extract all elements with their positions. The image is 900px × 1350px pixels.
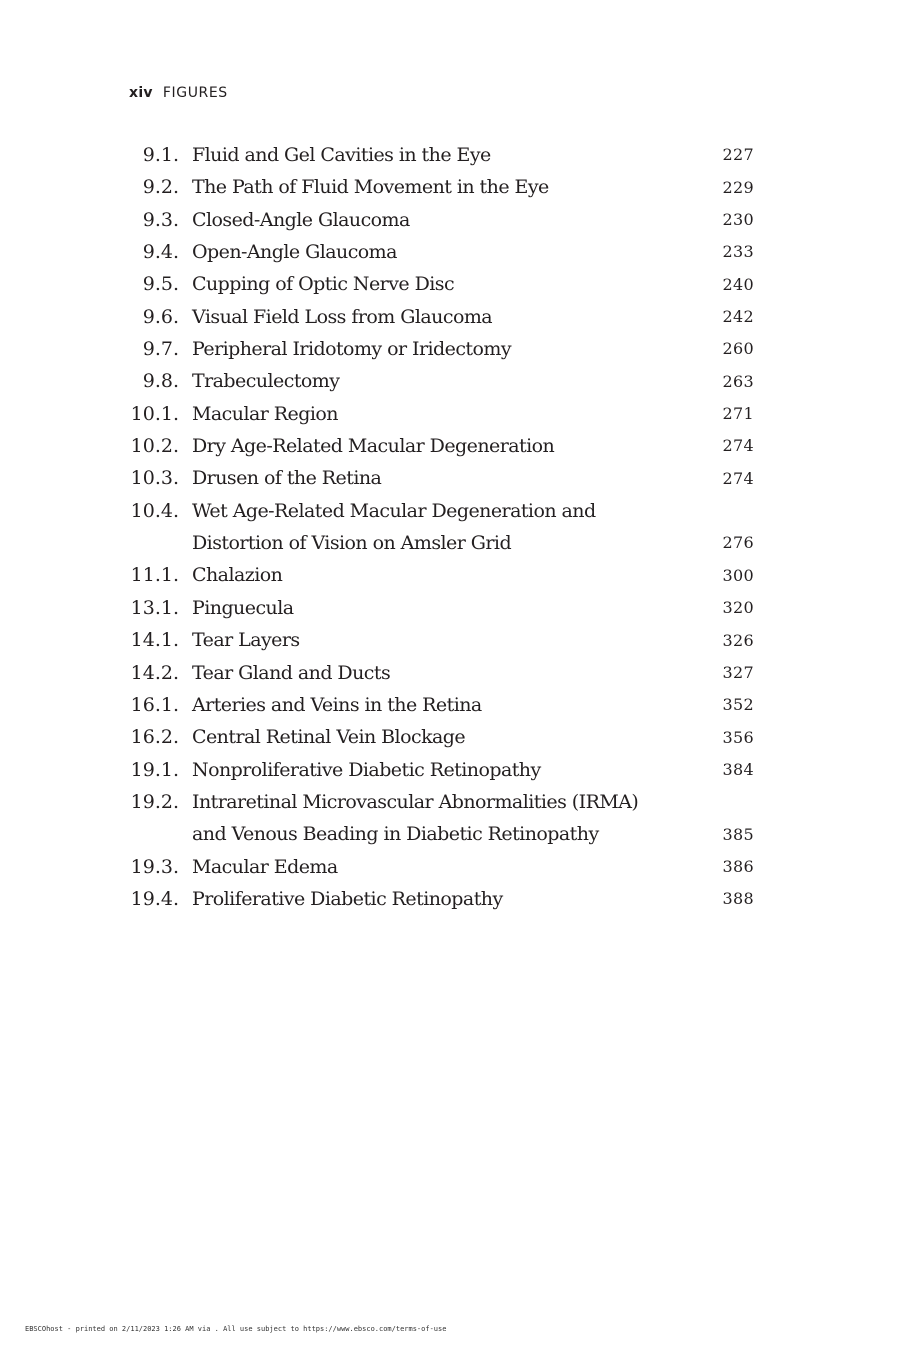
figure-title-line: Drusen of the Retina bbox=[192, 467, 382, 490]
figure-number: 10.4. bbox=[130, 499, 179, 522]
figure-title-line: and Venous Beading in Diabetic Retinopathy bbox=[192, 823, 599, 846]
figure-title-line: Intraretinal Microvascular Abnormalities (IRMA) bbox=[192, 790, 639, 813]
figure-title-line: Distortion of Vision on Amsler Grid bbox=[192, 532, 512, 555]
figure-entry bbox=[0, 883, 900, 915]
figure-title-line: Closed-Angle Glaucoma bbox=[192, 208, 410, 231]
figure-number: 16.1. bbox=[130, 693, 179, 716]
figure-page-number: 263 bbox=[722, 371, 754, 391]
figure-entry bbox=[0, 721, 900, 753]
figure-entry bbox=[0, 624, 900, 656]
figure-entry bbox=[0, 268, 900, 300]
figure-title-line: Cupping of Optic Nerve Disc bbox=[192, 273, 455, 296]
figure-list bbox=[0, 139, 900, 915]
figure-title-line: Visual Field Loss from Glaucoma bbox=[192, 305, 493, 328]
figure-title bbox=[192, 398, 682, 430]
figure-title bbox=[192, 462, 682, 494]
figure-title bbox=[192, 786, 682, 851]
figure-entry bbox=[0, 592, 900, 624]
figure-title-line: Wet Age-Related Macular Degeneration and bbox=[192, 499, 596, 522]
figure-entry bbox=[0, 559, 900, 591]
figure-title-line: Nonproliferative Diabetic Retinopathy bbox=[192, 758, 541, 781]
figure-page-number: 274 bbox=[722, 436, 754, 456]
figure-number: 14.2. bbox=[130, 661, 179, 684]
running-head bbox=[129, 84, 228, 102]
figure-number: 9.1. bbox=[142, 144, 179, 166]
figure-number: 19.4. bbox=[130, 887, 179, 910]
figure-number: 19.3. bbox=[130, 855, 179, 878]
figure-entry bbox=[0, 398, 900, 430]
figure-page-number: 352 bbox=[722, 695, 754, 715]
figure-entry bbox=[0, 786, 900, 851]
figure-title bbox=[192, 657, 682, 689]
figure-number: 9.5. bbox=[142, 273, 179, 296]
figure-title bbox=[192, 559, 682, 591]
figure-title-line: Pinguecula bbox=[192, 596, 294, 619]
figure-entry bbox=[0, 495, 900, 560]
figure-title-line: Open-Angle Glaucoma bbox=[192, 241, 397, 264]
figure-page-number: 242 bbox=[722, 307, 754, 327]
figure-number: 13.1. bbox=[130, 596, 179, 619]
figure-number: 14.1. bbox=[130, 629, 179, 652]
figure-title bbox=[192, 139, 682, 171]
figure-title bbox=[192, 851, 682, 883]
figure-page-number: 271 bbox=[722, 404, 754, 424]
figure-entry bbox=[0, 657, 900, 689]
figure-page-number: 384 bbox=[722, 759, 754, 779]
figure-title-line: Central Retinal Vein Blockage bbox=[192, 726, 466, 749]
figure-title bbox=[192, 754, 682, 786]
figure-title-line: Peripheral Iridotomy or Iridectomy bbox=[192, 338, 512, 361]
figure-title-line: Tear Layers bbox=[192, 629, 300, 652]
figure-title-line: Macular Edema bbox=[192, 855, 338, 878]
figure-page-number: 229 bbox=[722, 177, 754, 197]
figure-entry bbox=[0, 365, 900, 397]
section-title: FIGURES bbox=[162, 85, 228, 101]
figure-page-number: 227 bbox=[722, 145, 754, 165]
figure-title bbox=[192, 204, 682, 236]
figure-title-line: Dry Age-Related Macular Degeneration bbox=[192, 435, 555, 458]
figure-page-number: 240 bbox=[722, 274, 754, 294]
figure-number: 19.1. bbox=[130, 758, 179, 781]
figure-page-number: 326 bbox=[722, 630, 754, 650]
figure-page-number: 386 bbox=[722, 856, 754, 876]
figure-entry bbox=[0, 851, 900, 883]
figure-page-number: 385 bbox=[722, 824, 754, 844]
figure-title bbox=[192, 268, 682, 300]
page-number: xiv bbox=[129, 85, 153, 101]
figure-number: 11.1. bbox=[130, 564, 179, 587]
figure-title bbox=[192, 495, 682, 560]
figure-entry bbox=[0, 301, 900, 333]
figure-title-line: Macular Region bbox=[192, 402, 338, 425]
figure-number: 16.2. bbox=[130, 726, 179, 749]
figure-title bbox=[192, 171, 682, 203]
figure-number: 9.2. bbox=[142, 176, 179, 199]
figure-page-number: 300 bbox=[722, 565, 754, 585]
figure-number: 10.2. bbox=[130, 435, 179, 458]
figure-title-line: Fluid and Gel Cavities in the Eye bbox=[192, 144, 491, 166]
figure-title-line: Proliferative Diabetic Retinopathy bbox=[192, 887, 503, 910]
figure-title-line: Chalazion bbox=[192, 564, 283, 587]
figure-page-number: 230 bbox=[722, 210, 754, 230]
figure-title bbox=[192, 236, 682, 268]
print-footer: EBSCOhost - printed on 2/11/2023 1:26 AM via . All use subject to https://www.ebsco.com/terms-of-use bbox=[25, 1325, 447, 1333]
figure-title-line: Arteries and Veins in the Retina bbox=[192, 693, 482, 716]
figure-number: 10.3. bbox=[130, 467, 179, 490]
figure-page-number: 274 bbox=[722, 468, 754, 488]
figure-entry bbox=[0, 139, 900, 171]
figure-title-line: The Path of Fluid Movement in the Eye bbox=[192, 176, 549, 199]
figure-title bbox=[192, 365, 682, 397]
figure-entry bbox=[0, 430, 900, 462]
figure-title bbox=[192, 430, 682, 462]
figure-number: 9.4. bbox=[142, 241, 179, 264]
figure-page-number: 320 bbox=[722, 598, 754, 618]
figure-title bbox=[192, 592, 682, 624]
figure-entry bbox=[0, 171, 900, 203]
figure-entry bbox=[0, 689, 900, 721]
figure-page-number: 260 bbox=[722, 339, 754, 359]
figure-number: 9.8. bbox=[142, 370, 179, 393]
figure-entry bbox=[0, 333, 900, 365]
figure-title bbox=[192, 721, 682, 753]
figure-number: 9.6. bbox=[142, 305, 179, 328]
figure-title bbox=[192, 883, 682, 915]
figure-number: 9.3. bbox=[142, 208, 179, 231]
figure-title-line: Trabeculectomy bbox=[192, 370, 340, 393]
figure-title bbox=[192, 689, 682, 721]
figure-entry bbox=[0, 204, 900, 236]
figure-title bbox=[192, 333, 682, 365]
figure-title bbox=[192, 301, 682, 333]
figure-page-number: 356 bbox=[722, 727, 754, 747]
figure-number: 10.1. bbox=[130, 402, 179, 425]
figure-number: 19.2. bbox=[130, 790, 179, 813]
figure-title-line: Tear Gland and Ducts bbox=[192, 661, 391, 684]
figure-page-number: 233 bbox=[722, 242, 754, 262]
figure-title bbox=[192, 624, 682, 656]
figure-page-number: 327 bbox=[722, 662, 754, 682]
figure-page-number: 388 bbox=[722, 889, 754, 909]
figure-number: 9.7. bbox=[142, 338, 179, 361]
figure-entry bbox=[0, 462, 900, 494]
figure-entry bbox=[0, 236, 900, 268]
figure-entry bbox=[0, 754, 900, 786]
figure-page-number: 276 bbox=[722, 533, 754, 553]
